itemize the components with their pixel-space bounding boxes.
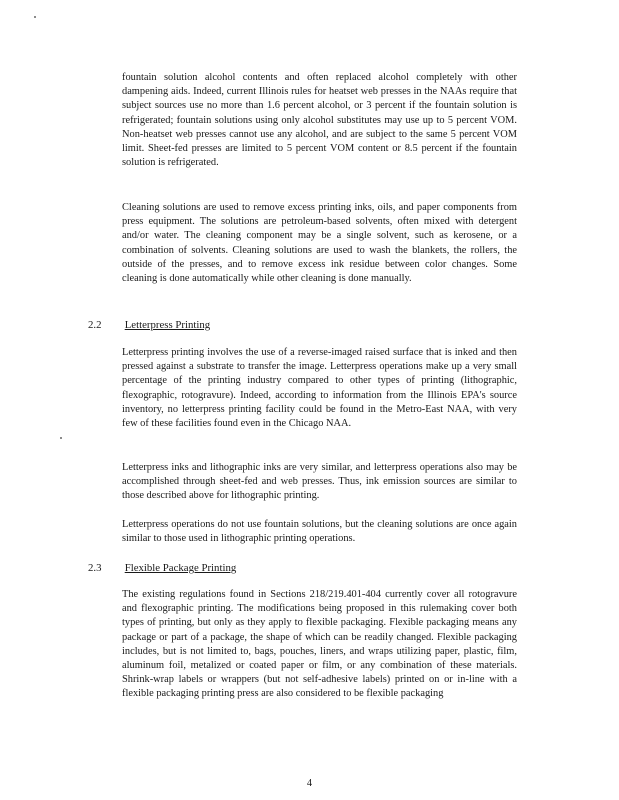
paragraph-letterpress-cleaning: Letterpress operations do not use fountain solutions, but the cleaning solutions are once again similar to those used in lithographic printing operations. [122,519,517,545]
scan-speck [34,16,36,18]
paragraph-cleaning-solutions: Cleaning solutions are used to remove excess printing inks, oils, and paper components from press equipment. The solutions are petroleum-based solvents, often mixed with detergent and/or water. The cleaning component may be a single solvent, such as kerosene, or a combination of solvents. Cleaning solutions are used to wash the blankets, the rollers, the outside of the presses, and to remove excess ink residue between color changes. Some cleaning is done automatically while other cleaning is done manually. [122,202,517,285]
page-number: 4 [306,778,313,789]
paragraph-letterpress-intro: Letterpress printing involves the use of a reverse-imaged raised surface that is inked and then pressed against a substrate to transfer the image. Letterpress operations make up a very small percentage of the printing industry compared to other types of printing (lithographic, flexographic, rotogravure). Indeed, according to information from the Illinois EPA's source inventory, no letterpress printing facility could be found in the Metro-East NAA, with very few of these facilities found even in the Chicago NAA. [122,347,517,430]
section-heading-flexible [88,561,518,575]
scan-speck [60,437,62,439]
section-title: Letterpress Printing [124,319,211,331]
paragraph-fountain-solution: fountain solution alcohol contents and often replaced alcohol completely with other dampening aids. Indeed, current Illinois rules for heatset web presses in the NAAs require that subject sources use no more than 1.6 percent alcohol, or 3 percent if the fountain solution is refrigerated; fountain solutions using only alcohol substitutes may use up to 5 percent VOM. Non-heatset web presses cannot use any alcohol, and are subject to the same 5 percent VOM limit. Sheet-fed presses are limited to 5 percent VOM content or 8.5 percent if the fountain solution is refrigerated. [122,72,517,169]
paragraph-letterpress-inks: Letterpress inks and lithographic inks are very similar, and letterpress operations also may be accomplished through sheet-fed and web presses. Thus, ink emission sources are similar to those described above for lithographic printing. [122,462,517,502]
section-heading-letterpress [88,318,518,332]
paragraph-flexible-regulations: The existing regulations found in Sections 218/219.401-404 currently cover all rotogravure and flexographic printing. The modifications being proposed in this rulemaking cover both types of printing, but only as they apply to flexible packaging. Flexible packaging means any package or part of a package, the shape of which can be readily changed. Flexible packaging includes, but is not limited to, bags, pouches, liners, and wraps utilizing paper, plastic, film, aluminum foil, metalized or coated paper or film, or any combination of these materials. Shrink-wrap labels or wrappers (but not self-adhesive labels) printed on or in-line with a flexible packaging printing press are also considered to be flexible packaging [122,589,517,700]
section-title: Flexible Package Printing [124,562,237,574]
section-number: 2.3 [88,562,102,574]
section-number: 2.2 [88,319,102,331]
